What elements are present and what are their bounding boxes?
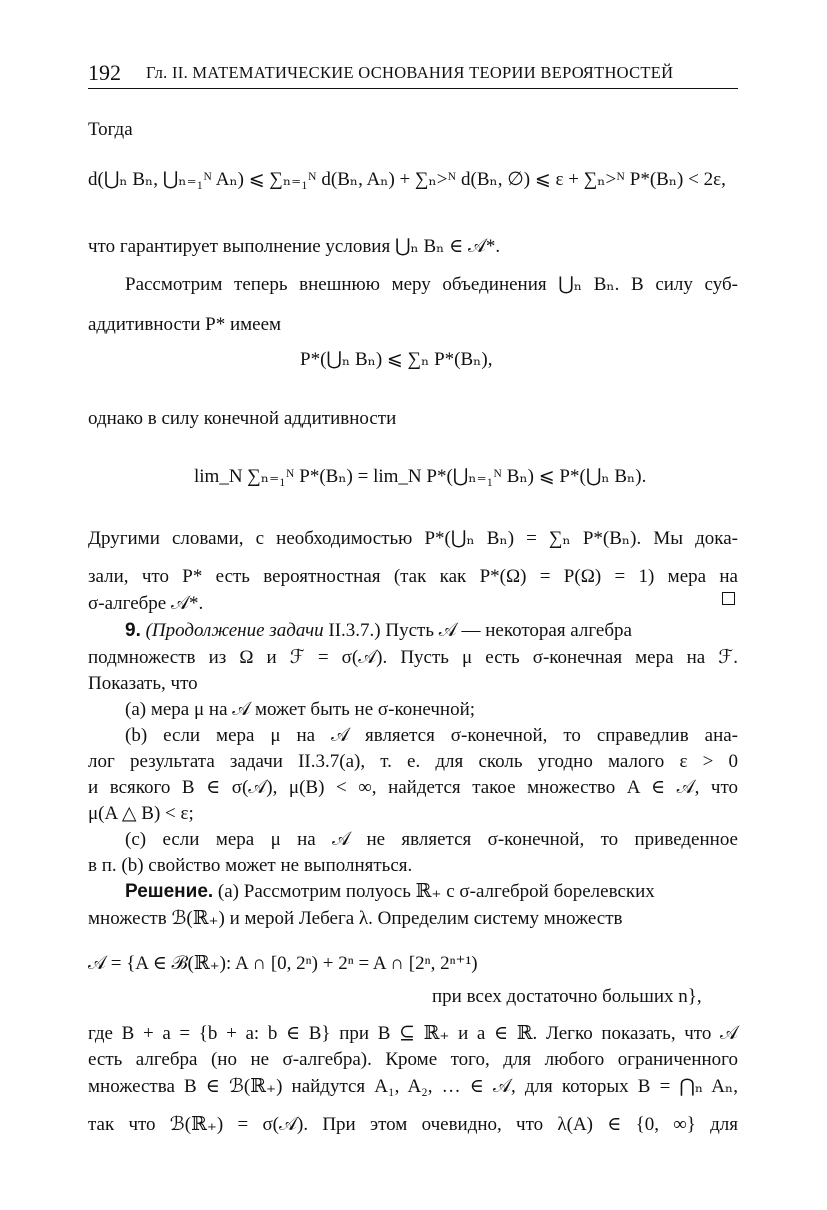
text-borel: множеств ℬ(ℝ₊) и мерой Лебега λ. Определим систему множеств [88,908,623,929]
problem-number: 9. [125,620,141,641]
item-a: (a) мера μ на 𝒜 может быть не σ-конечной; [125,699,476,720]
text-proved: зали, что P* есть вероятностная (так как P*(Ω) = P(Ω) = 1) мера на [88,566,738,587]
equation-distance-bound [88,168,726,191]
page-number: 192 [88,60,121,85]
equation-algebra-definition-text: 𝒜 = {A ∈ ℬ(ℝ₊): A ∩ [0, 2ⁿ) + 2ⁿ = A ∩ [2ⁿ, 2ⁿ⁺¹) [88,953,478,974]
problem-reference: (Продолжение задачи [145,620,324,641]
equation-distance-bound-text: d(⋃ₙ Bₙ, ⋃ₙ₌₁ᴺ Aₙ) ⩽ ∑ₙ₌₁ᴺ d(Bₙ, Aₙ) + ∑ₙ>ᴺ d(Bₙ, ∅) ⩽ ε + ∑ₙ>ᴺ P*(Bₙ) < 2ε, [88,169,726,190]
text-sigma-algebra: σ-алгебре 𝒜*. [88,593,204,614]
item-c-line1: (c) если мера μ на 𝒜 не является σ-конечной, то приведенное [125,829,738,850]
solution-text: (a) Рассмотрим полуось ℝ₊ с σ-алгеброй борелевских [217,881,655,902]
text-so: так что ℬ(ℝ₊) = σ(𝒜). При этом очевидно, что λ(A) ∈ {0, ∞} для [88,1114,738,1135]
problem-reference-rest: II.3.7.) Пусть 𝒜 — некоторая алгебра [328,620,632,641]
text-algebra: есть алгебра (но не σ-алгебра). Кроме того, для любого ограниченного [88,1049,738,1070]
text-however: однако в силу конечной аддитивности [88,408,397,429]
problem-9-heading [125,619,738,643]
equation-subadditivity [300,348,492,371]
equation-algebra-definition-cont [432,986,702,1008]
equation-limit-text: lim_N ∑ₙ₌₁ᴺ P*(Bₙ) = lim_N P*(⋃ₙ₌₁ᴺ Bₙ) ⩽ P*(⋃ₙ Bₙ). [194,466,647,487]
equation-limit [194,465,646,488]
text-subsets: подмножеств из Ω и ℱ = σ(𝒜). Пусть μ есть σ-конечная мера на ℱ. [88,647,738,668]
text-where: где B + a = {b + a: b ∈ B} при B ⊆ ℝ₊ и a ∈ ℝ. Легко показать, что 𝒜 [88,1023,738,1044]
item-b-line2: лог результата задачи II.3.7(a), т. е. для сколь угодно малого ε > 0 [88,751,738,772]
solution-heading [125,880,738,904]
equation-algebra-definition-cont-text: при всех достаточно больших n}, [432,986,702,1007]
item-c-line2: в п. (b) свойство может не выполняться. [88,855,413,876]
page-header [88,60,738,89]
running-title: Гл. II. МАТЕМАТИЧЕСКИЕ ОСНОВАНИЯ ТЕОРИИ ВЕРОЯТНОСТЕЙ [146,63,674,82]
qed-square-icon [722,592,735,605]
equation-algebra-definition [88,952,478,975]
text-bounded: множества B ∈ ℬ(ℝ₊) найдутся A₁, A₂, … ∈ 𝒜, для которых B = ⋂ₙ Aₙ, [88,1076,738,1097]
equation-subadditivity-text: P*(⋃ₙ Bₙ) ⩽ ∑ₙ P*(Bₙ), [300,349,493,370]
item-b-line4: μ(A △ B) < ε; [88,803,194,824]
text-show: Показать, что [88,673,198,694]
solution-label: Решение. [125,881,214,902]
text-additivity: аддитивности P* имеем [88,314,282,335]
item-b-line3: и всякого B ∈ σ(𝒜), μ(B) < ∞, найдется такое множество A ∈ 𝒜, что [88,777,738,798]
text-guarantee: что гарантирует выполнение условия ⋃ₙ Bₙ ∈ 𝒜*. [88,236,501,257]
text-other-words: Другими словами, с необходимостью P*(⋃ₙ Bₙ) = ∑ₙ P*(Bₙ). Мы дока- [88,528,738,549]
item-b-line1: (b) если мера μ на 𝒜 является σ-конечной, то справедлив ана- [125,725,738,746]
text-consider: Рассмотрим теперь внешнюю меру объединения ⋃ₙ Bₙ. В силу суб- [125,274,738,295]
text-then: Тогда [88,119,133,140]
